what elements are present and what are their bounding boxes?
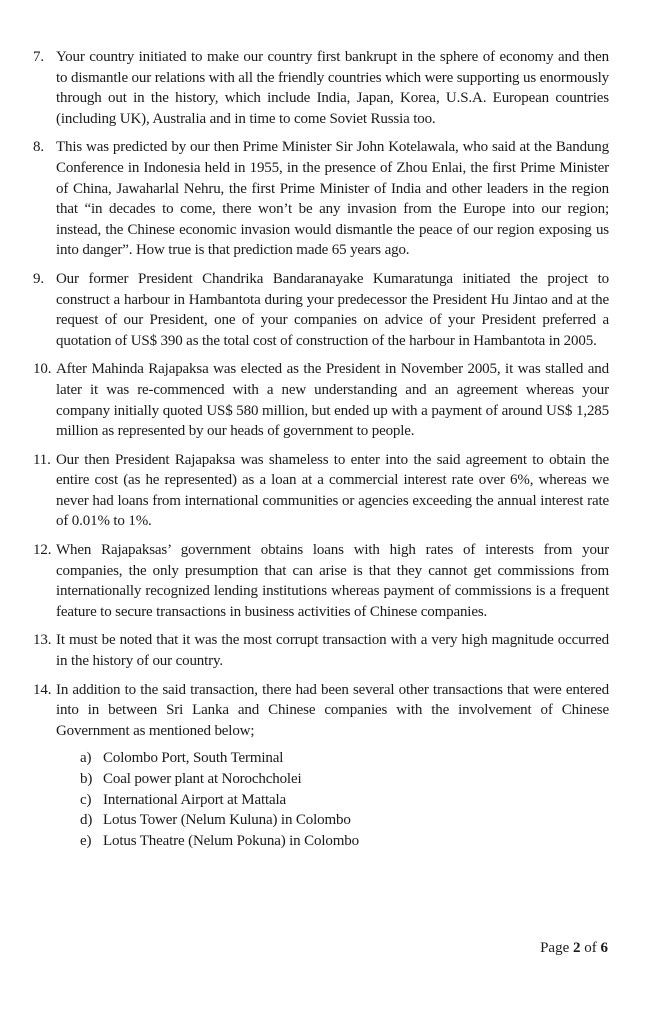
item-text: Our former President Chandrika Bandaranayake Kumaratunga initiated the project to construct a harbour in Hambantota during your predecessor the President Hu Jintao and at the request of our President, one of your companies on advice of your President preferred a quotation of US$ 390 as the total cost of construction of the harbour in Hambantota in 2005. bbox=[56, 270, 609, 349]
page-word: Page bbox=[540, 940, 570, 956]
item-number: 7. bbox=[33, 49, 44, 65]
list-item-7 bbox=[33, 47, 609, 129]
list-item-8 bbox=[33, 137, 609, 261]
item-text: Your country initiated to make our country first bankrupt in the sphere of economy and then to dismantle our relations with all the friendly countries which were supporting us enormously through out in the history, which include India, Japan, Korea, U.S.A. European countries (including UK), Australia and in time to come Soviet Russia too. bbox=[56, 49, 609, 127]
list-item-13 bbox=[33, 630, 609, 671]
list-item-11 bbox=[33, 450, 609, 532]
sublist-item-d bbox=[80, 810, 609, 831]
item-text: After Mahinda Rajapaksa was elected as the President in November 2005, it was stalled and later it was re-commenced with a new understanding and an agreement whereas your company initially quoted US$ 580 million, but ended up with a payment of around US$ 1,285 million as represented by our heads of government to people. bbox=[56, 361, 609, 440]
list-item-9 bbox=[33, 269, 609, 351]
sublist-item-e bbox=[80, 831, 609, 852]
sublist-letter: b) bbox=[80, 771, 93, 787]
item-number: 13. bbox=[33, 632, 52, 649]
sublist-text: Lotus Theatre (Nelum Pokuna) in Colombo bbox=[103, 832, 359, 849]
item-number: 9. bbox=[33, 270, 44, 287]
list-item-12 bbox=[33, 540, 609, 622]
page-number-footer bbox=[540, 940, 608, 957]
current-page-number: 2 bbox=[573, 940, 581, 956]
sublist-letter: a) bbox=[80, 750, 92, 767]
item-number: 11. bbox=[33, 451, 51, 468]
item-number: 14. bbox=[33, 681, 52, 698]
list-item-10 bbox=[33, 359, 609, 441]
of-word: of bbox=[584, 940, 597, 956]
item-text: This was predicted by our then Prime Minister Sir John Kotelawala, who said at the Bandung Conference in Indonesia held in 1955, in the presence of Zhou Enlai, the first Prime Minister of China, Jawaharlal Nehru, the first Prime Minister of India and other leaders in the region that “in decades to come, there won’t be any invasion from the Europe into our region; instead, the Chinese economic invasion would dismantle the peace of our region exposing us into danger”. How true is that prediction made 65 years ago. bbox=[56, 139, 609, 259]
item-text: It must be noted that it was the most corrupt transaction with a very high magnitude occurred in the history of our country. bbox=[56, 632, 609, 670]
numbered-list bbox=[33, 47, 609, 859]
item-number: 12. bbox=[33, 542, 52, 559]
total-pages-number: 6 bbox=[600, 940, 608, 956]
sublist-text: Coal power plant at Norochcholei bbox=[103, 771, 302, 787]
sublist-text: Lotus Tower (Nelum Kuluna) in Colombo bbox=[103, 812, 351, 829]
item-text: When Rajapaksas’ government obtains loans with high rates of interests from your companies, the only presumption that can arise is that they cannot get commissions from internationally recognized lending institutions whereas payment of commissions is a frequent feature to secure transactions in business activities of Chinese companies. bbox=[56, 542, 609, 620]
sublist-letter: e) bbox=[80, 832, 92, 849]
sublist-text: Colombo Port, South Terminal bbox=[103, 750, 284, 767]
sublist-text: International Airport at Mattala bbox=[103, 791, 287, 808]
item-number: 10. bbox=[33, 361, 52, 378]
sublist-item-c bbox=[80, 790, 609, 811]
sublist-item-a bbox=[80, 748, 609, 769]
sublist-letter: c) bbox=[80, 791, 92, 808]
item-text: Our then President Rajapaksa was shameless to enter into the said agreement to obtain the entire cost (as he represented) as a loan at a commercial interest rate over 6%, whereas we never had loans from international communities or agencies exceeding the annual interest rate of 0.01% to 1%. bbox=[56, 451, 609, 530]
item-text: In addition to the said transaction, there had been several other transactions that were entered into in between Sri Lanka and Chinese companies with the involvement of Chinese Government as mentioned below; bbox=[56, 681, 609, 739]
sublist-item-b bbox=[80, 769, 609, 790]
project-sublist bbox=[56, 748, 609, 851]
list-item-14 bbox=[33, 680, 609, 852]
item-number: 8. bbox=[33, 139, 44, 156]
sublist-letter: d) bbox=[80, 812, 93, 829]
